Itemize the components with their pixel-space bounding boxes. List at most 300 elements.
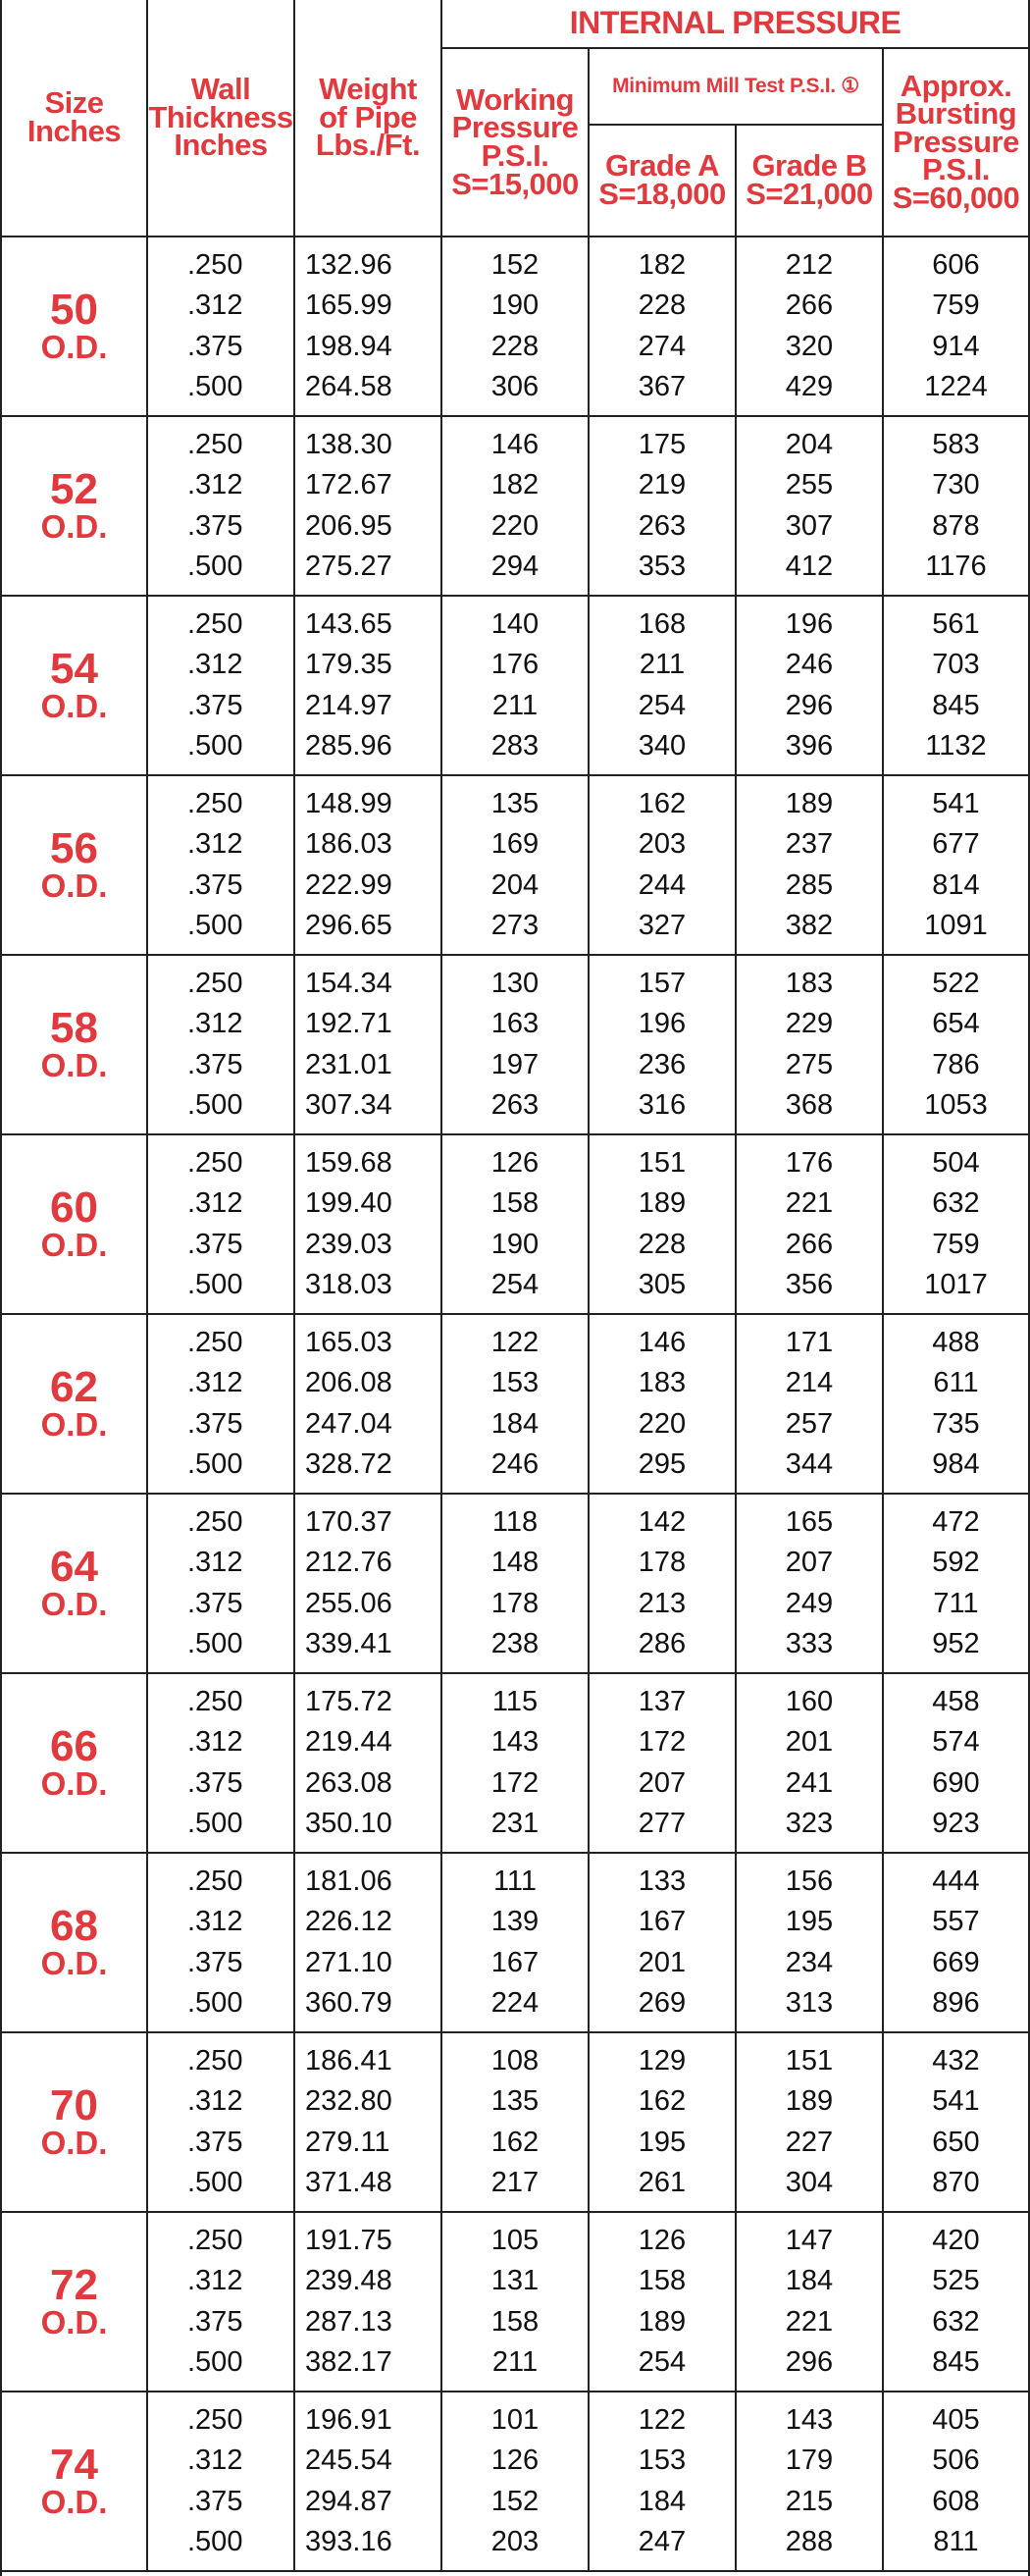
table-row: [2, 955, 1028, 1134]
header-wall-thickness: Wall Thickness Inches: [147, 0, 294, 237]
bursting-pressure-cell: [883, 416, 1028, 596]
cell-value: .250: [187, 787, 243, 819]
cell-value: 171: [785, 1326, 834, 1358]
cell-value: 197: [490, 1048, 540, 1080]
grade-a-cell: [589, 1314, 736, 1494]
cell-value: 703: [932, 649, 980, 680]
table-row: [2, 1494, 1028, 1673]
cell-value: 1176: [925, 551, 987, 582]
size-cell: [2, 2392, 147, 2571]
cell-value: 189: [785, 2085, 834, 2117]
cell-value: .375: [187, 2485, 243, 2517]
cell-value: 184: [638, 2485, 687, 2517]
bursting-pressure-cell: [883, 237, 1028, 416]
od-label: O.D.: [40, 2124, 108, 2161]
cell-value: 196.91: [305, 2403, 392, 2436]
cell-value: 286: [638, 1628, 687, 1659]
cell-value: 158: [490, 2305, 540, 2338]
cell-value: 227: [785, 2126, 834, 2158]
cell-value: 247.04: [305, 1407, 392, 1440]
od-label: O.D.: [40, 867, 108, 904]
cell-value: 814: [932, 868, 980, 901]
cell-value: 279.11: [305, 2126, 390, 2158]
cell-value: 263: [490, 1089, 540, 1121]
pipe-pressure-table: [2, 0, 1028, 2572]
cell-value: 195: [638, 2126, 687, 2158]
cell-value: 786: [932, 1048, 980, 1080]
cell-value: 327: [638, 910, 687, 941]
cell-value: 228: [490, 330, 540, 362]
cell-value: 226.12: [305, 1906, 392, 1937]
cell-value: 333: [785, 1628, 834, 1659]
wall-thickness-cell: [147, 237, 294, 416]
cell-value: 339.41: [305, 1628, 392, 1659]
cell-value: .500: [187, 1628, 243, 1659]
cell-value: 878: [932, 509, 980, 542]
cell-value: 153: [490, 1367, 540, 1398]
grade-a-cell: [589, 955, 736, 1134]
cell-value: 189: [785, 787, 834, 819]
cell-value: 405: [932, 2403, 980, 2436]
table-row: [2, 775, 1028, 955]
cell-value: .312: [187, 1008, 243, 1039]
cell-value: 162: [638, 787, 687, 819]
cell-value: 207: [638, 1766, 687, 1799]
cell-value: 285: [785, 868, 834, 901]
grade-b-cell: [736, 596, 883, 775]
wall-thickness-cell: [147, 1494, 294, 1673]
cell-value: 541: [932, 787, 980, 819]
cell-value: 190: [490, 289, 540, 321]
cell-value: 146: [490, 428, 540, 460]
cell-value: 583: [932, 428, 980, 460]
working-pressure-cell: [441, 416, 589, 596]
cell-value: 201: [638, 1946, 687, 1978]
cell-value: 264.58: [305, 371, 392, 402]
cell-value: 201: [785, 1726, 834, 1758]
cell-value: 371.48: [305, 2167, 392, 2198]
cell-value: 239.03: [305, 1228, 392, 1260]
cell-value: 294.87: [305, 2485, 392, 2517]
grade-a-cell: [589, 596, 736, 775]
cell-value: .375: [187, 1587, 243, 1619]
working-pressure-cell: [441, 2392, 589, 2571]
od-label: O.D.: [40, 507, 108, 545]
cell-value: 163: [490, 1008, 540, 1039]
cell-value: 254: [638, 2346, 687, 2378]
cell-value: 231: [490, 1808, 540, 1839]
cell-value: 170.37: [305, 1505, 392, 1538]
cell-value: 111: [492, 1865, 538, 1897]
cell-value: 206.08: [305, 1367, 392, 1398]
weight-cell: [294, 237, 441, 416]
cell-value: 730: [932, 469, 980, 500]
cell-value: 101: [490, 2403, 540, 2436]
wall-thickness-cell: [147, 955, 294, 1134]
table-header: [2, 0, 1028, 237]
cell-value: 172: [490, 1766, 540, 1799]
cell-value: 275.27: [305, 551, 392, 582]
weight-cell: [294, 1314, 441, 1494]
cell-value: 153: [638, 2445, 687, 2476]
working-pressure-cell: [441, 2212, 589, 2392]
cell-value: 105: [490, 2224, 540, 2256]
weight-cell: [294, 1673, 441, 1853]
cell-value: .312: [187, 1726, 243, 1758]
size-value: 52: [50, 465, 98, 514]
size-value: 56: [50, 824, 98, 873]
cell-value: 203: [638, 828, 687, 860]
cell-value: 175: [638, 428, 687, 460]
cell-value: 307: [785, 509, 834, 542]
cell-value: 229: [785, 1008, 834, 1039]
cell-value: .500: [187, 2346, 243, 2378]
cell-value: 137: [638, 1685, 687, 1717]
table-row: [2, 596, 1028, 775]
cell-value: 167: [490, 1946, 540, 1978]
cell-value: 130: [490, 967, 540, 999]
cell-value: 126: [638, 2224, 687, 2256]
cell-value: 204: [785, 428, 834, 460]
cell-value: 304: [785, 2167, 834, 2198]
cell-value: 525: [932, 2265, 980, 2296]
grade-a-cell: [589, 2032, 736, 2212]
cell-value: 165.03: [305, 1326, 392, 1358]
working-pressure-cell: [441, 1314, 589, 1494]
cell-value: 608: [932, 2485, 980, 2517]
cell-value: 175.72: [305, 1685, 392, 1717]
grade-b-cell: [736, 1673, 883, 1853]
cell-value: 108: [490, 2044, 540, 2077]
cell-value: .375: [187, 1946, 243, 1978]
cell-value: 611: [933, 1367, 979, 1398]
cell-value: .250: [187, 1685, 243, 1717]
cell-value: .312: [187, 1547, 243, 1578]
cell-value: 274: [638, 330, 687, 362]
bursting-pressure-cell: [883, 1134, 1028, 1314]
cell-value: 196: [638, 1008, 687, 1039]
cell-value: 246: [490, 1448, 540, 1480]
cell-value: .312: [187, 2085, 243, 2117]
cell-value: .500: [187, 1808, 243, 1839]
cell-value: 255: [785, 469, 834, 500]
cell-value: .312: [187, 469, 243, 500]
cell-value: 266: [785, 289, 834, 321]
wall-thickness-cell: [147, 1314, 294, 1494]
od-label: O.D.: [40, 1226, 108, 1263]
cell-value: 690: [932, 1766, 980, 1799]
size-cell: [2, 1314, 147, 1494]
size-cell: [2, 955, 147, 1134]
cell-value: 172: [638, 1726, 687, 1758]
cell-value: 214.97: [305, 689, 392, 721]
cell-value: 183: [785, 967, 834, 999]
cell-value: 287.13: [305, 2305, 392, 2338]
table-row: [2, 1134, 1028, 1314]
cell-value: 190: [490, 1228, 540, 1260]
cell-value: 143: [490, 1726, 540, 1758]
cell-value: 122: [638, 2403, 687, 2436]
weight-cell: [294, 2212, 441, 2392]
cell-value: 283: [490, 730, 540, 762]
cell-value: .250: [187, 967, 243, 999]
cell-value: 237: [785, 828, 834, 860]
cell-value: 306: [490, 371, 540, 402]
cell-value: 247: [638, 2526, 687, 2557]
cell-value: 157: [638, 967, 687, 999]
cell-value: 1017: [924, 1269, 988, 1300]
size-cell: [2, 237, 147, 416]
cell-value: .500: [187, 2167, 243, 2198]
cell-value: .250: [187, 1326, 243, 1358]
grade-b-cell: [736, 1134, 883, 1314]
weight-cell: [294, 775, 441, 955]
cell-value: 179.35: [305, 649, 392, 680]
working-pressure-cell: [441, 1673, 589, 1853]
grade-b-cell: [736, 1853, 883, 2032]
working-pressure-cell: [441, 596, 589, 775]
weight-cell: [294, 1853, 441, 2032]
cell-value: 263: [638, 509, 687, 542]
table-row: [2, 1853, 1028, 2032]
grade-a-cell: [589, 2212, 736, 2392]
cell-value: 239.48: [305, 2265, 392, 2296]
cell-value: .375: [187, 1407, 243, 1440]
cell-value: 152: [490, 2485, 540, 2517]
cell-value: 811: [933, 2526, 979, 2557]
bursting-pressure-cell: [883, 1673, 1028, 1853]
cell-value: 429: [785, 371, 834, 402]
cell-value: 219.44: [305, 1726, 392, 1758]
cell-value: 158: [638, 2265, 687, 2296]
cell-value: 181.06: [305, 1865, 392, 1897]
cell-value: 138.30: [305, 428, 392, 460]
grade-a-cell: [589, 1494, 736, 1673]
cell-value: 541: [932, 2085, 980, 2117]
grade-b-cell: [736, 2032, 883, 2212]
cell-value: .250: [187, 1505, 243, 1538]
cell-value: .500: [187, 730, 243, 762]
cell-value: 151: [638, 1146, 687, 1179]
cell-value: 204: [490, 868, 540, 901]
weight-cell: [294, 1134, 441, 1314]
bursting-pressure-cell: [883, 2392, 1028, 2571]
cell-value: 195: [785, 1906, 834, 1937]
cell-value: 557: [932, 1906, 980, 1937]
cell-value: 1091: [924, 910, 988, 941]
size-cell: [2, 2032, 147, 2212]
cell-value: .250: [187, 428, 243, 460]
size-value: 54: [50, 645, 98, 694]
cell-value: 504: [932, 1146, 980, 1179]
bursting-pressure-cell: [883, 2212, 1028, 2392]
cell-value: 212: [785, 248, 834, 281]
grade-b-cell: [736, 2212, 883, 2392]
cell-value: 382: [785, 910, 834, 941]
cell-value: .250: [187, 2403, 243, 2436]
cell-value: 244: [638, 868, 687, 901]
bursting-pressure-cell: [883, 2032, 1028, 2212]
working-pressure-cell: [441, 775, 589, 955]
cell-value: 156: [785, 1865, 834, 1897]
weight-cell: [294, 2392, 441, 2571]
cell-value: .375: [187, 868, 243, 901]
table-row: [2, 2032, 1028, 2212]
cell-value: .312: [187, 2445, 243, 2476]
cell-value: 214: [785, 1367, 834, 1398]
cell-value: 296.65: [305, 910, 392, 941]
cell-value: 277: [638, 1808, 687, 1839]
working-pressure-cell: [441, 1494, 589, 1673]
cell-value: 952: [932, 1628, 980, 1659]
size-value: 66: [50, 1722, 98, 1771]
cell-value: 318.03: [305, 1269, 392, 1300]
cell-value: 176: [785, 1146, 834, 1179]
cell-value: 158: [490, 1187, 540, 1219]
cell-value: 148: [490, 1547, 540, 1578]
od-label: O.D.: [40, 328, 108, 365]
cell-value: 870: [932, 2167, 980, 2198]
cell-value: 179: [785, 2445, 834, 2476]
header-mill-test: Minimum Mill Test P.S.I. ①: [589, 48, 883, 125]
cell-value: 368: [785, 1089, 834, 1121]
cell-value: 178: [490, 1587, 540, 1619]
cell-value: 207: [785, 1547, 834, 1578]
cell-value: 228: [638, 289, 687, 321]
cell-value: 472: [932, 1505, 980, 1538]
size-cell: [2, 596, 147, 775]
cell-value: 221: [785, 2305, 834, 2338]
cell-value: .500: [187, 1987, 243, 2019]
cell-value: 228: [638, 1228, 687, 1260]
cell-value: 168: [638, 607, 687, 640]
cell-value: 263.08: [305, 1766, 392, 1799]
cell-value: 154.34: [305, 967, 392, 999]
cell-value: 677: [932, 828, 980, 860]
size-value: 62: [50, 1363, 98, 1412]
cell-value: 238: [490, 1628, 540, 1659]
header-internal-pressure: INTERNAL PRESSURE: [441, 0, 1028, 48]
cell-value: .500: [187, 1089, 243, 1121]
cell-value: 353: [638, 551, 687, 582]
od-label: O.D.: [40, 687, 108, 724]
cell-value: 393.16: [305, 2526, 392, 2557]
wall-thickness-cell: [147, 1853, 294, 2032]
size-value: 64: [50, 1543, 98, 1592]
table-body: [2, 237, 1028, 2571]
grade-b-cell: [736, 2392, 883, 2571]
cell-value: 178: [638, 1547, 687, 1578]
cell-value: 396: [785, 730, 834, 762]
wall-thickness-cell: [147, 1673, 294, 1853]
cell-value: 118: [491, 1505, 539, 1538]
cell-value: 135: [490, 787, 540, 819]
cell-value: 241: [785, 1766, 834, 1799]
grade-b-cell: [736, 237, 883, 416]
header-grade-a: Grade A S=18,000: [589, 125, 736, 237]
cell-value: 344: [785, 1448, 834, 1480]
cell-value: 269: [638, 1987, 687, 2019]
cell-value: 219: [638, 469, 687, 500]
cell-value: 189: [638, 1187, 687, 1219]
cell-value: .312: [187, 1906, 243, 1937]
size-cell: [2, 2212, 147, 2392]
cell-value: .250: [187, 607, 243, 640]
size-value: 70: [50, 2081, 98, 2130]
od-label: O.D.: [40, 1585, 108, 1622]
cell-value: 488: [932, 1326, 980, 1358]
cell-value: 296: [785, 689, 834, 721]
cell-value: 592: [932, 1547, 980, 1578]
wall-thickness-cell: [147, 2392, 294, 2571]
cell-value: 650: [932, 2126, 980, 2158]
cell-value: 294: [490, 551, 540, 582]
cell-value: 182: [490, 469, 540, 500]
size-value: 68: [50, 1902, 98, 1951]
cell-value: 914: [932, 330, 980, 362]
grade-a-cell: [589, 1673, 736, 1853]
cell-value: 184: [785, 2265, 834, 2296]
weight-cell: [294, 955, 441, 1134]
cell-value: 669: [932, 1946, 980, 1978]
table-row: [2, 1314, 1028, 1494]
grade-a-cell: [589, 775, 736, 955]
cell-value: 1224: [924, 371, 988, 402]
cell-value: .375: [187, 2305, 243, 2338]
od-label: O.D.: [40, 1405, 108, 1443]
cell-value: 711: [933, 1587, 979, 1619]
cell-value: 236: [638, 1048, 687, 1080]
cell-value: 234: [785, 1946, 834, 1978]
cell-value: 126: [490, 2445, 540, 2476]
header-weight: Weight of Pipe Lbs./Ft.: [294, 0, 441, 237]
cell-value: .250: [187, 1146, 243, 1179]
cell-value: 896: [932, 1987, 980, 2019]
size-value: 74: [50, 2441, 98, 2490]
cell-value: 152: [490, 248, 540, 281]
size-cell: [2, 416, 147, 596]
grade-b-cell: [736, 416, 883, 596]
od-label: O.D.: [40, 2483, 108, 2520]
working-pressure-cell: [441, 1853, 589, 2032]
weight-cell: [294, 416, 441, 596]
cell-value: 215: [785, 2485, 834, 2517]
cell-value: 254: [490, 1269, 540, 1300]
cell-value: 261: [638, 2167, 687, 2198]
grade-b-cell: [736, 775, 883, 955]
cell-value: .312: [187, 289, 243, 321]
cell-value: 845: [932, 689, 980, 721]
cell-value: .500: [187, 1448, 243, 1480]
cell-value: 340: [638, 730, 687, 762]
cell-value: .250: [187, 2224, 243, 2256]
cell-value: 574: [932, 1726, 980, 1758]
cell-value: 273: [490, 910, 540, 941]
cell-value: 165: [785, 1505, 834, 1538]
working-pressure-cell: [441, 237, 589, 416]
cell-value: 221: [785, 1187, 834, 1219]
cell-value: .312: [187, 1187, 243, 1219]
cell-value: .375: [187, 1048, 243, 1080]
table-row: [2, 237, 1028, 416]
cell-value: 271.10: [305, 1946, 392, 1978]
cell-value: 172.67: [305, 469, 392, 500]
weight-cell: [294, 2032, 441, 2212]
cell-value: .500: [187, 551, 243, 582]
cell-value: 275: [785, 1048, 834, 1080]
cell-value: 151: [785, 2044, 834, 2077]
cell-value: 249: [785, 1587, 834, 1619]
